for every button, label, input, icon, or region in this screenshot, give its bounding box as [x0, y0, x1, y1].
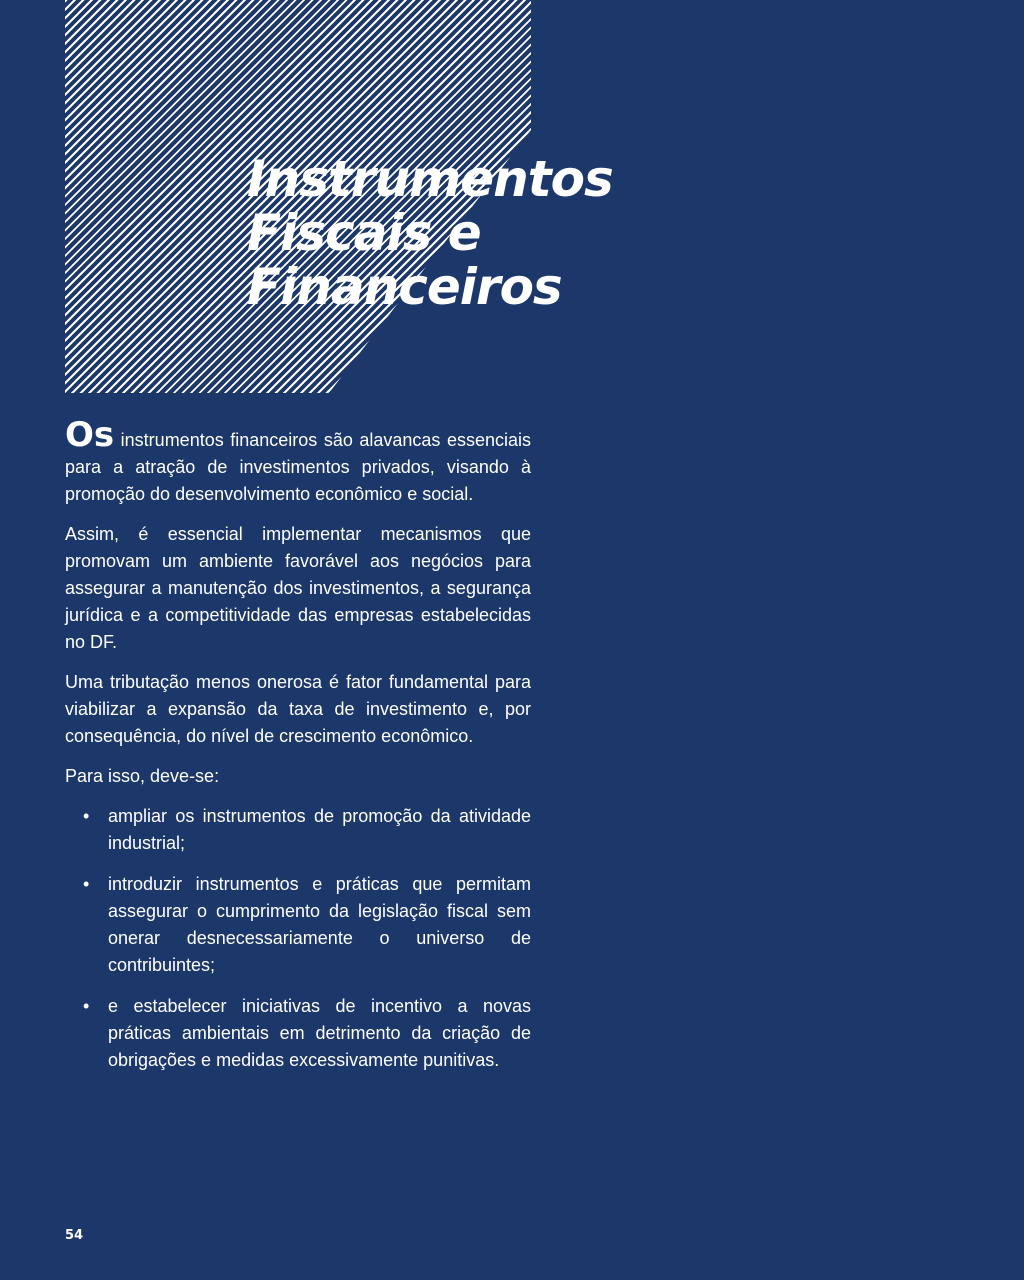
- page-number: 54: [65, 1228, 84, 1243]
- intro-text: instrumentos financeiros são alavancas essenciais para a atração de investimentos privados, visando à promoção do desenvolvimento econômico e social.: [65, 430, 531, 504]
- bullet-list: [65, 803, 531, 1074]
- bullet-dot: •: [83, 874, 90, 894]
- bullet-item-2: [65, 871, 531, 979]
- title-line-1: Instrumentos: [247, 150, 613, 208]
- paragraph-3: Para isso, deve-se:: [65, 766, 220, 786]
- paragraph-2: Uma tributação menos onerosa é fator fundamental para viabilizar a expansão da taxa de investimento e, por consequência, do nível de crescimento econômico.: [65, 672, 531, 746]
- bullet-dot: •: [83, 996, 90, 1016]
- intro-dropcap: Os: [65, 415, 115, 455]
- bullet-text: e estabelecer iniciativas de incentivo a novas práticas ambientais em detrimento da criação de obrigações e medidas excessivamente punitivas.: [108, 996, 531, 1070]
- intro-paragraph: [65, 415, 531, 508]
- bullet-text: ampliar os instrumentos de promoção da atividade industrial;: [108, 806, 531, 853]
- bullet-item-3: [65, 993, 531, 1074]
- bullet-item-1: [65, 803, 531, 857]
- paragraph-1: Assim, é essencial implementar mecanismos que promovam um ambiente favorável aos negócios para assegurar a manutenção dos investimentos, a segurança jurídica e a competitividade das empresas estabelecidas no DF.: [65, 524, 531, 652]
- bullet-dot: •: [83, 806, 90, 826]
- body-text: [65, 415, 531, 1088]
- bullet-text: introduzir instrumentos e práticas que permitam assegurar o cumprimento da legislação fiscal sem onerar desnecessariamente o universo de contribuintes;: [108, 874, 531, 975]
- page-title: [247, 152, 613, 314]
- title-line-2: Fiscais e: [247, 204, 481, 262]
- title-line-3: Financeiros: [247, 258, 562, 316]
